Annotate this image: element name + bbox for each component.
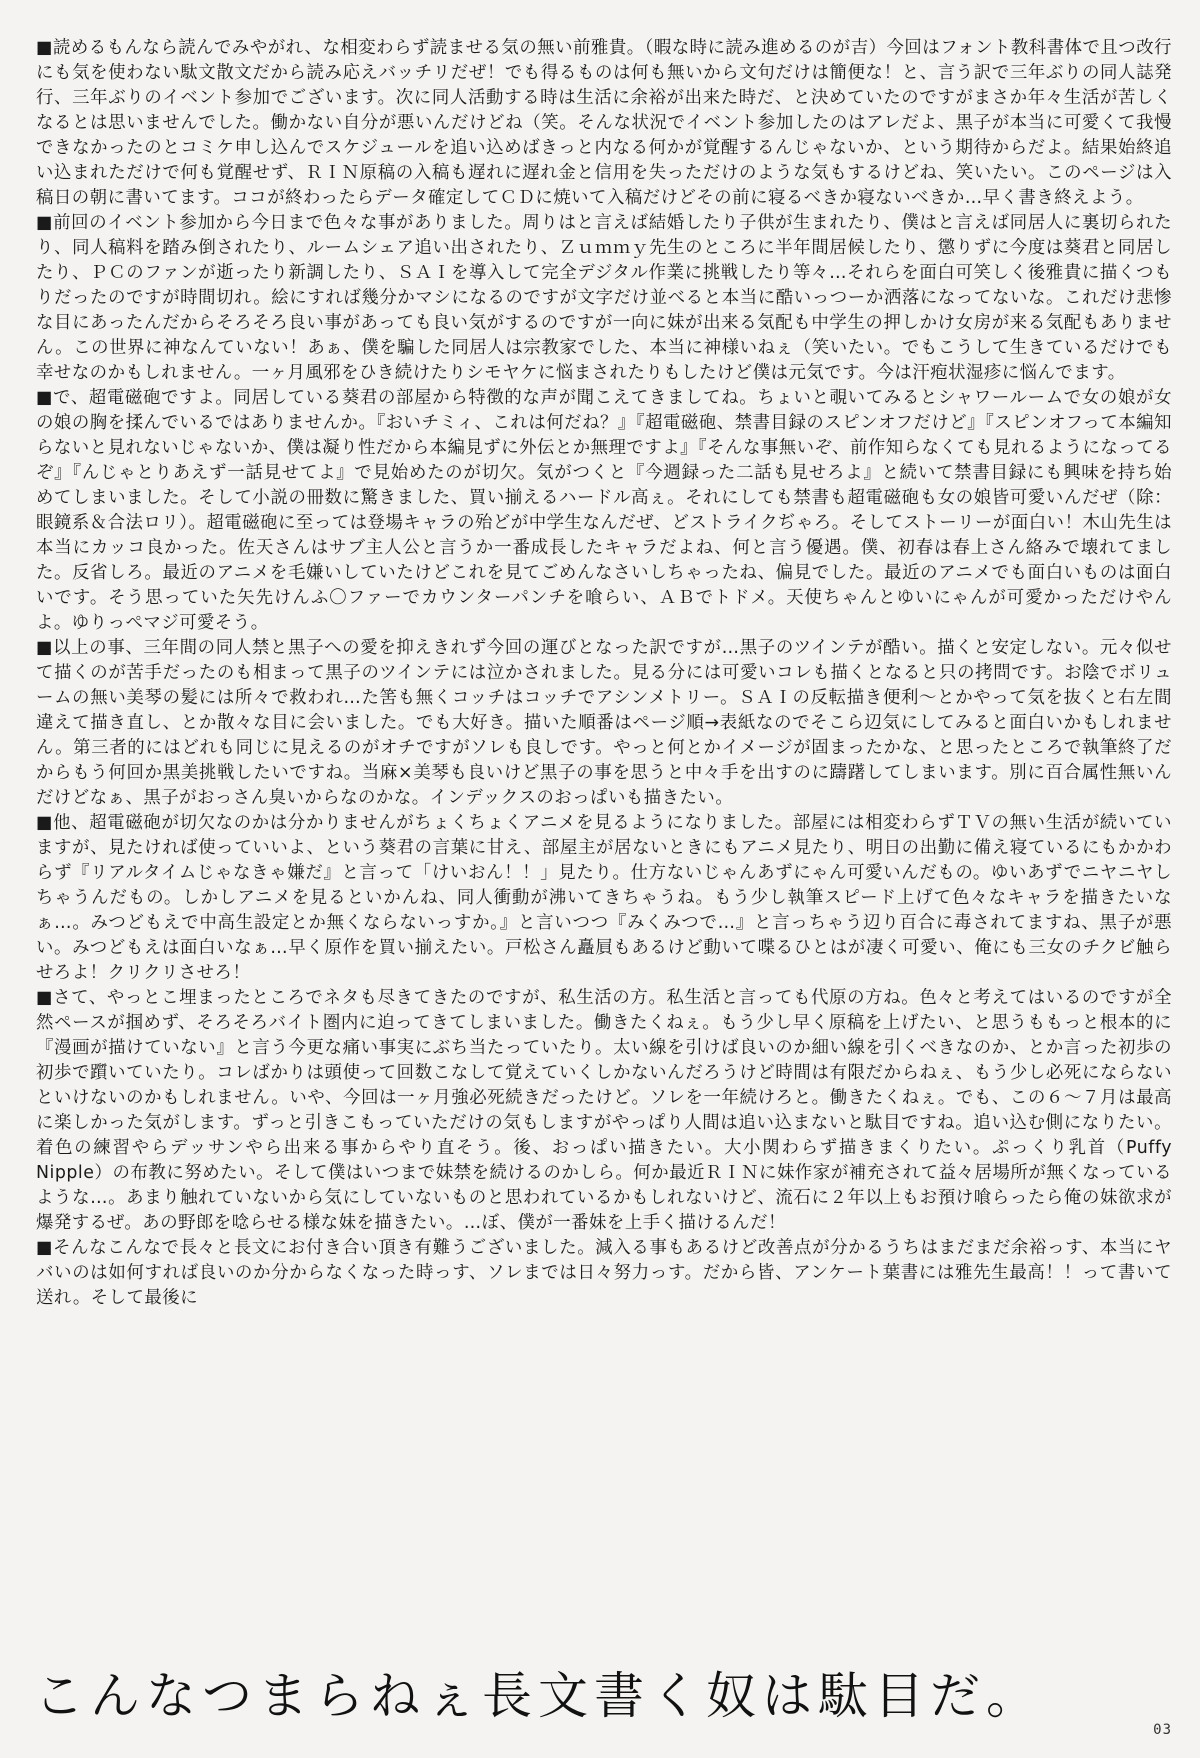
paragraph-1: ■読めるもんなら読んでみやがれ、な相変わらず読ませる気の無い前雅貴。（暇な時に読み進めるのが吉）今回はフォント教科書体で且つ改行にも気を使わない駄文散文だから読み応えバッチリだぜ！でも得るものは何も無いから文句だけは簡便な！と、言う訳で三年ぶりの同人誌発行、三年ぶりのイベント参加でございます。次に同人活動する時は生活に余裕が出来た時だ、と決めていたのですがまさか年々生活が苦しくなるとは思いませんでした。働かない自分が悪いんだけどね（笑。そんな状況でイベント参加したのはアレだよ、黒子が本当に可愛くて我慢できなかったのとコミケ申し込んでスケジュールを追い込めばきっと内なる何かが覚醒するんじゃないか、という期待からだよ。結果始終追い込まれただけで何も覚醒せず、ＲＩＮ原稿の入稿も遅れに遅れ金と信用を失っただけのような気もするけどね、笑いたい。このページは入稿日の朝に書いてます。ココが終わったらデータ確定してＣＤに焼いて入稿だけどその前に寝るべきか寝ないべきか…早く書き終えよう。 bbox=[36, 38, 1172, 208]
paragraph-4: ■以上の事、三年間の同人禁と黒子への愛を抑えきれず今回の運びとなった訳ですが…黒子のツインテが酷い。描くと安定しない。元々似せて描くのが苦手だったのも相まって黒子のツインテには泣かされました。見る分には可愛いコレも描くとなると只の拷問です。お陰でボリュームの無い美琴の髪には所々で救われ…た筈も無くコッチはコッチでアシンメトリー。ＳＡＩの反転描き便利〜とかやって気を抜くと右左間違えて描き直し、とか散々な目に会いました。でも大好き。描いた順番はページ順→表紙なのでそこら辺気にしてみると面白いかもしれません。第三者的にはどれも同じに見えるのがオチですがソレも良しです。やっと何とかイメージが固まったかな、と思ったところで執筆終了だからもう何回か黒美挑戦したいですね。当麻×美琴も良いけど黒子の事を思うと中々手を出すのに躊躇してしまいます。別に百合属性無いんだけどなぁ、黒子がおっさん臭いからなのかな。インデックスのおっぱいも描きたい。 bbox=[36, 638, 1172, 808]
afterword-text bbox=[36, 36, 1172, 1311]
page-number: 03 bbox=[1153, 1722, 1172, 1738]
paragraph-2: ■前回のイベント参加から今日まで色々な事がありました。周りはと言えば結婚したり子供が生まれたり、僕はと言えば同居人に裏切られたり、同人稿料を踏み倒されたり、ルームシェア追い出されたり、Ｚｕｍｍｙ先生のところに半年間居候したり、懲りずに今度は葵君と同居したり、ＰＣのファンが逝ったり新調したり、ＳＡＩを導入して完全デジタル作業に挑戦したり等々…それらを面白可笑しく後雅貴に描くつもりだったのですが時間切れ。絵にすれば幾分かマシになるのですが文字だけ並べると本当に酷いっつーか洒落になってないな。これだけ悲惨な目にあったんだからそろそろ良い事があっても良い気がするのですが一向に妹が出来る気配も中学生の押しかけ女房が来る気配もありません。この世界に神なんていない！あぁ、僕を騙した同居人は宗教家でした、本当に神様いねぇ（笑いたい。でもこうして生きているだけでも幸せなのかもしれません。一ヶ月風邪をひき続けたりシモヤケに悩まされたりもしたけど僕は元気です。今は汗疱状湿疹に悩んでます。 bbox=[36, 213, 1172, 383]
paragraph-5: ■他、超電磁砲が切欠なのかは分かりませんがちょくちょくアニメを見るようになりました。部屋には相変わらずＴＶの無い生活が続いていますが、見たければ使っていいよ、という葵君の言葉に甘え、部屋主が居ないときにもアニメ見たり、明日の出勤に備え寝ているにもかかわらず『リアルタイムじゃなきゃ嫌だ』と言って「けいおん！！」見たり。仕方ないじゃんあずにゃん可愛いんだもの。ゆいあずでニヤニヤしちゃうんだもの。しかしアニメを見るといかんね、同人衝動が沸いてきちゃうね。もう少し執筆スピード上げて色々なキャラを描きたいなぁ…。みつどもえで中高生設定とか無くならないっすか。』と言いつつ『みくみつで…』と言っちゃう辺り百合に毒されてますね、黒子が悪い。みつどもえは面白いなぁ…早く原作を買い揃えたい。戸松さん矗屓もあるけど動いて喋るひとはが凄く可愛い、俺にも三女のチクビ触らせろよ！クリクリさせろ！ bbox=[36, 813, 1172, 983]
paragraph-7: ■そんなこんなで長々と長文にお付き合い頂き有難うございました。減入る事もあるけど改善点が分かるうちはまだまだ余裕っす、本当にヤバいのは如何すれば良いのか分からなくなった時っす、ソレまでは日々努力っす。だから皆、アンケート葉書には雅先生最高！！って書いて送れ。そして最後に bbox=[36, 1238, 1172, 1308]
paragraph-6: ■さて、やっとこ埋まったところでネタも尽きてきたのですが、私生活の方。私生活と言っても代原の方ね。色々と考えてはいるのですが全然ペースが掴めず、そろそろバイト圏内に迫ってきてしまいました。働きたくねぇ。もう少し早く原稿を上げたい、と思うももっと根本的に『漫画が描けていない』と言う今更な痛い事実にぶち当たっていたり。太い線を引けば良いのか細い線を引くべきなのか、とか言った初歩の初歩で躓いていたり。コレばかりは頭使って回数こなして覚えていくしかないんだろうけど時間は有限だからねぇ、もう少し必死にならないといけないのかもしれません。いや、今回は一ヶ月強必死続きだったけど。ソレを一年続けろと。働きたくねぇ。でも、この６〜７月は最高に楽しかった気がします。ずっと引きこもっていただけの気もしますがやっぱり人間は追い込まないと駄目ですね。追い込む側になりたい。着色の練習やらデッサンやら出来る事からやり直そう。後、おっぱい描きたい。大小関わらず描きまくりたい。ぷっくり乳首（Puffy Nipple）の布教に努めたい。そして僕はいつまで妹禁を続けるのかしら。何か最近ＲＩＮに妹作家が補充されて益々居場所が無くなっているような…。あまり触れていないから気にしていないものと思われているかもしれないけど、流石に２年以上もお預け喰らったら俺の妹欲求が爆発するぜ。あの野郎を唸らせる様な妹を描きたい。…ぼ、僕が一番妹を上手く描けるんだ！ bbox=[36, 988, 1172, 1233]
closing-line: こんなつまらねぇ長文書く奴は駄目だ。 bbox=[34, 1667, 1042, 1725]
paragraph-3: ■で、超電磁砲ですよ。同居している葵君の部屋から特徴的な声が聞こえてきましてね。ちょいと覗いてみるとシャワールームで女の娘が女の娘の胸を揉んでいるではありませんか。『おいチミィ、これは何だね？』『超電磁砲、禁書目録のスピンオフだけど』『スピンオフって本編知らないと見れないじゃないか、僕は凝り性だから本編見ずに外伝とか無理ですよ』『そんな事無いぞ、前作知らなくても見れるようになってるぞ』『んじゃとりあえず一話見せてよ』で見始めたのが切欠。気がつくと『今週録った二話も見せろよ』と続いて禁書目録にも興味を持ち始めてしまいました。そして小説の冊数に驚きました、買い揃えるハードル高ぇ。それにしても禁書も超電磁砲も女の娘皆可愛いんだぜ（除：眼鏡系＆合法ロリ）。超電磁砲に至っては登場キャラの殆どが中学生なんだぜ、どストライクぢゃろ。そしてストーリーが面白い！木山先生は本当にカッコ良かった。佐天さんはサブ主人公と言うか一番成長したキャラだよね、何と言う優遇。僕、初春は春上さん絡みで壊れてました。反省しろ。最近のアニメを毛嫌いしていたけどこれを見てごめんなさいしちゃったね、偏見でした。最近のアニメでも面白いものは面白いです。そう思っていた矢先けんふ〇ファーでカウンターパンチを喰らい、ＡＢでトドメ。天使ちゃんとゆいにゃんが可愛かっただけやんよ。ゆりっぺマジ可愛そう。 bbox=[36, 388, 1172, 633]
